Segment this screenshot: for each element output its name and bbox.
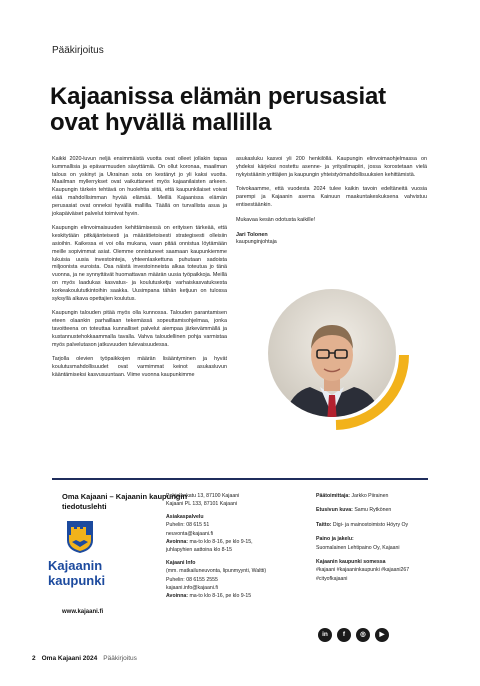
linkedin-icon[interactable]: in xyxy=(318,628,332,642)
paragraph: Kaikki 2020-luvun neljä ensimmäistä vuotta ovat olleet jollakin tapaa kummallisia ja epävarmuuden sävyttämiä. On ollut koronaa, maailman talous on yskinyt ja Ukrainan sota on kestänyt jo yli kaksi vuotta. Maailman myllerrykset ovat vaikuttaneet myös kajaanilaisten arkeen. Kaupungin tärkein tehtävä on huolehtia siitä, että kaupunkilaiset voivat elää mahdollisimman hyvää elämää. Meillä Kajaanissa elämän perusasiat ovat onneksi hyvällä mallilla. Täällä on turvallista asua ja jokapäiväiset palvelut toimivat hyvin. xyxy=(52,156,227,217)
hashtags: #kajaani #kajaaninkaupunki #kajaani267 #cityofkajaani xyxy=(316,567,410,582)
page-footer xyxy=(32,655,137,662)
footer-section-label: Pääkirjoitus xyxy=(103,655,137,662)
info-heading: Kajaani Info xyxy=(166,559,196,566)
service-phone: Puhelin: 08 615 51 xyxy=(166,522,210,529)
brand-line-2: kaupunki xyxy=(48,573,106,588)
paragraph: asukasluku kasvoi yli 200 henkilöllä. Kaupungin elinvoimaohjelmassa on yhdeksi kärjeksi nostettu asenne- ja yritysilmapiiri, jossa korostetaan vielä nykyistäänin yrittäjien ja kaupungin yhteistyömahdollisuuksien kehittämistä. xyxy=(236,156,427,178)
article-column-left xyxy=(52,156,227,387)
paragraph: Kaupungin elinvoimaisuuden kehittämisessä on erityisen tärkeää, että keskitytään pitkäjänteisesti ja määrätietoisesti strategisesti olleisiin asioihin. Kaikessa ei voi olla mukana, vaan pitää onnistua löytämään meille sopivimmat asiat. Olemme onnistuneet saamaan kaupunkiemme lukuisia uusia investointeja, yhteenlaskettuna puhutaan sadoista miljoonista euroista. Osa näistä investoinneista alkaa toteutua jo tänä vuonna, ja ne synnyttävät huomattavan määrän uusia työpaikkoja. Meillä on myös laadukas kasvatus- ja koulutusketju varhaiskasvatuksesta korkeakoulututkintoihin saakka. Uusimpana tähän ketjuun on tulossa syksyllä alkava opettajien koulutus. xyxy=(52,225,227,302)
info-email[interactable]: kajaani.info@kajaani.fi xyxy=(166,585,218,592)
layout-credit: Taitto: Digi- ja mainostoimisto Höyry Oy xyxy=(316,521,409,528)
closing-line: Mukavaa kesän odotusta kaikille! xyxy=(236,216,316,223)
paragraph: Kaupungin talouden pitää myös olla kunnossa. Talouden parantamisen eteen olaankin parhaillaan tekemässä sopeuttamisohjelmaa, jonka tavoitteena on toteuttaa kunnalliset palvelut aiempaa järkevämmällä ja kustannustehokkaammalla tavalla. Vahva taloudellinen pohja varmistaa myös palvelutason jatkuvuuden tulevaisuudessa. xyxy=(52,310,227,348)
brand-logo-text xyxy=(48,558,105,588)
footer-contact-column xyxy=(166,492,291,601)
address-line: Kajaani PL 133, 87101 Kajaani xyxy=(166,501,238,508)
editor-credit: Päätoimittaja: Jarkko Piirainen xyxy=(316,493,389,499)
facebook-icon[interactable]: f xyxy=(337,628,351,642)
signature xyxy=(236,232,427,248)
magazine-name: Oma Kajaani 2024 xyxy=(41,655,98,662)
section-label: Pääkirjoitus xyxy=(52,45,104,56)
info-phone: Puhelin: 08 6155 2555 xyxy=(166,576,218,583)
footer-org-title: Oma Kajaani – Kajaanin kaupungin tiedotuslehti xyxy=(62,492,188,511)
print-heading: Paino ja jakelu: xyxy=(316,536,354,543)
website-link[interactable]: www.kajaani.fi xyxy=(62,609,104,615)
social-heading: Kajaanin kaupunki somessa xyxy=(316,559,386,566)
signature-role: kaupunginjohtaja xyxy=(236,239,277,246)
service-hours: Avoinna: ma-to klo 8-16, pe klo 9-15, xyxy=(166,539,253,546)
instagram-icon[interactable]: ◎ xyxy=(356,628,370,642)
author-portrait xyxy=(262,283,410,431)
signature-name: Jari Tolonen xyxy=(236,231,268,238)
youtube-icon[interactable]: ▶ xyxy=(375,628,389,642)
service-heading: Asiakaspalvelu xyxy=(166,513,204,520)
info-hours: Avoinna: ma-to klo 8-16, pe klo 9-15 xyxy=(166,593,252,600)
paragraph: Toivokaamme, että vuodesta 2024 tulee kaikin tavoin edeltäneitä vuosia parempi ja Kajaanin asema Kainuun maakuntakeskuksena vahvistuu entisestäänkin. xyxy=(236,186,427,208)
kajaani-crest-icon xyxy=(66,520,94,554)
page-number: 2 xyxy=(32,655,36,662)
address-line: Pohjolankatu 13, 87100 Kajaani xyxy=(166,493,240,499)
brand-line-1: Kajaanin xyxy=(48,558,103,573)
cover-credit: Etusivun kuva: Samu Rytkönen xyxy=(316,507,392,514)
print-credit: Suomalainen Lehtipaino Oy, Kajaani xyxy=(316,544,400,551)
service-email[interactable]: neuvonta@kajaani.fi xyxy=(166,530,214,537)
article-column-right xyxy=(236,156,427,247)
service-hours-holidays: juhlapyhien aattoina klo 8-15 xyxy=(166,547,233,554)
paragraph: Tarjolla olevien työpaikkojen määrän lisääntyminen ja hyvät koulutusmahdollisuudet ovat varmimmat keinot asukasluvun kääntämiseksi kasvusuuntaan. Viime vuonna kaupunkimme xyxy=(52,356,227,378)
article-title: Kajaanissa elämän perusasiat ovat hyvällä mallilla xyxy=(50,83,386,136)
info-services: (mm. matkailuneuvonta, lipunmyynti, Waltti) xyxy=(166,568,267,575)
footer-divider xyxy=(52,478,428,480)
footer-credits-column xyxy=(316,492,434,583)
